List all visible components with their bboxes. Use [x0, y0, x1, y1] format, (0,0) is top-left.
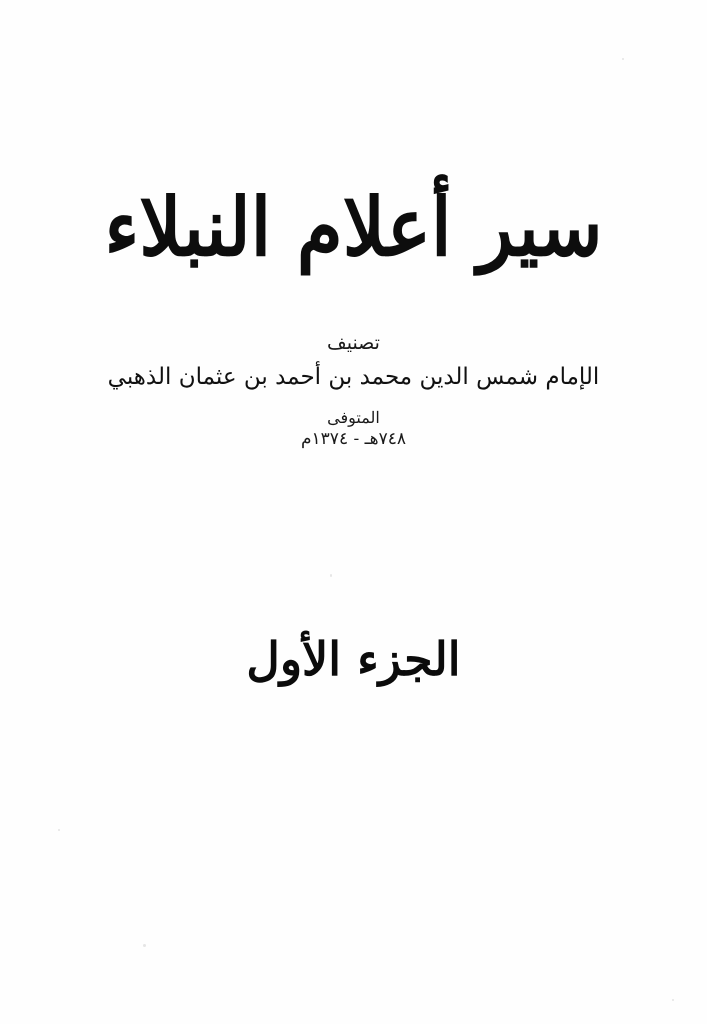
death-label: المتوفى [327, 408, 380, 427]
attribution-label: تصنيف [327, 332, 380, 354]
death-dates: ٧٤٨هـ - ١٣٧٤م [301, 429, 406, 449]
byline-block [0, 332, 707, 449]
page-title: سير أعلام النبلاء [104, 181, 603, 275]
scan-speck [143, 944, 146, 947]
scan-speck [622, 58, 624, 60]
volume-label: الجزء الأول [246, 632, 461, 686]
volume-block [0, 632, 707, 686]
scan-speck [330, 574, 332, 577]
scan-speck [672, 999, 674, 1001]
title-block [0, 181, 707, 275]
scan-speck [58, 829, 60, 831]
author-name: الإمام شمس الدين محمد بن أحمد بن عثمان الذهبي [107, 364, 600, 390]
